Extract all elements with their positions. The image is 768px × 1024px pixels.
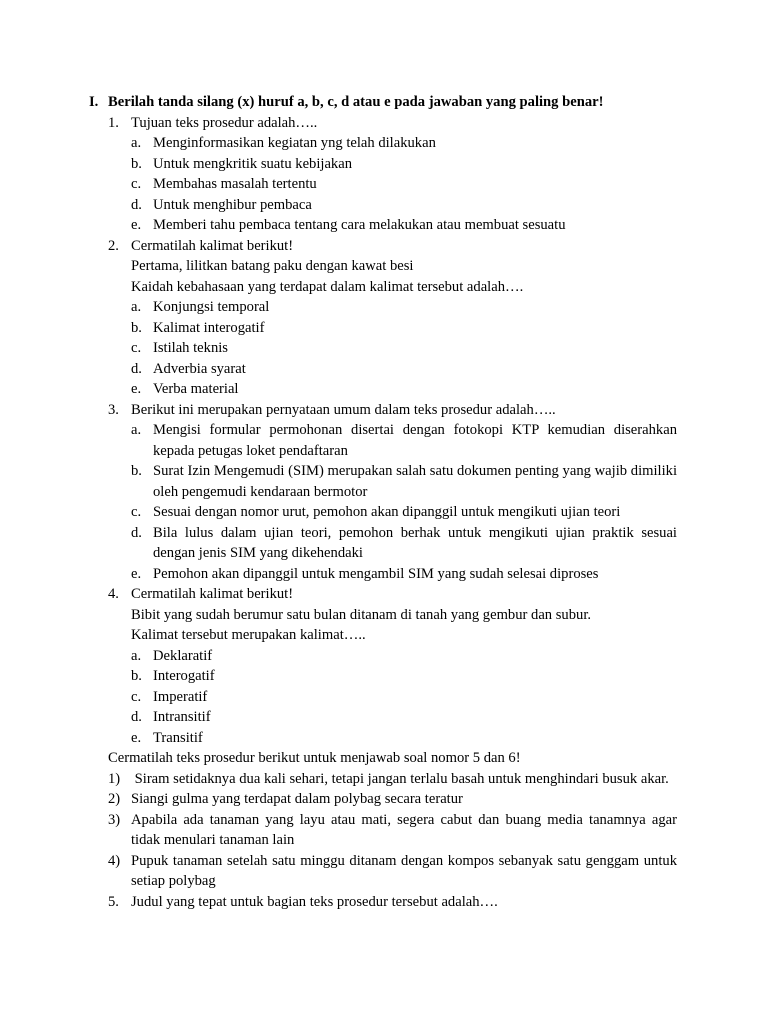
step-text: Siram setidaknya dua kali sehari, tetapi jangan terlalu basah untuk menghindari busuk akar. xyxy=(134,770,669,787)
question-3 xyxy=(0,400,768,585)
step-number: 3) xyxy=(108,811,121,828)
question-text: Cermatilah kalimat berikut! xyxy=(131,237,294,254)
option-text: Interogatif xyxy=(153,668,215,684)
option-text: Untuk menghibur pembaca xyxy=(153,196,312,213)
option-d xyxy=(0,359,768,380)
question-1 xyxy=(0,113,768,236)
option-e xyxy=(0,564,768,585)
step-text: Siangi gulma yang terdapat dalam polybag secara teratur xyxy=(131,791,463,807)
question-quote: Pertama, lilitkan batang paku dengan kawat besi xyxy=(131,258,414,274)
option-letter: c. xyxy=(131,504,142,520)
option-text: Imperatif xyxy=(153,688,208,705)
option-letter: e. xyxy=(131,565,142,582)
option-b xyxy=(0,154,768,175)
option-d xyxy=(0,195,768,216)
option-text: Transitif xyxy=(153,729,203,746)
procedure-passage xyxy=(0,748,768,892)
option-d xyxy=(0,523,768,564)
option-letter: e. xyxy=(131,381,142,397)
passage-intro: Cermatilah teks prosedur berikut untuk menjawab soal nomor 5 dan 6! xyxy=(108,750,521,766)
question-number: 3. xyxy=(108,401,119,418)
option-text: Menginformasikan kegiatan yng telah dilakukan xyxy=(153,135,436,151)
procedure-step xyxy=(0,789,768,810)
question-quote: Bibit yang sudah berumur satu bulan ditanam di tanah yang gembur dan subur. xyxy=(131,606,592,623)
option-text: Memberi tahu pembaca tentang cara melakukan atau membuat sesuatu xyxy=(153,217,566,233)
procedure-step xyxy=(0,810,768,851)
question-text: Judul yang tepat untuk bagian teks prosedur tersebut adalah…. xyxy=(131,893,498,910)
option-letter: a. xyxy=(131,135,142,151)
option-letter: e. xyxy=(131,729,142,746)
option-letter: b. xyxy=(131,463,142,479)
option-a xyxy=(0,133,768,154)
question-stem xyxy=(0,236,768,257)
question-stem xyxy=(0,584,768,605)
question-5 xyxy=(0,892,768,913)
option-letter: e. xyxy=(131,217,142,233)
procedure-step xyxy=(0,851,768,892)
option-text: Sesuai dengan nomor urut, pemohon akan dipanggil untuk mengikuti ujian teori xyxy=(153,504,621,520)
option-text: Bila lulus dalam ujian teori, pemohon berhak untuk mengikuti ujian praktik sesuai dengan jenis SIM yang dikehendaki xyxy=(153,524,677,561)
option-a xyxy=(0,297,768,318)
procedure-step xyxy=(0,769,768,790)
option-letter: d. xyxy=(131,524,142,541)
step-number: 4) xyxy=(108,852,121,869)
option-e xyxy=(0,728,768,749)
question-number: 2. xyxy=(108,237,119,254)
option-text: Pemohon akan dipanggil untuk mengambil SIM yang sudah selesai diproses xyxy=(153,565,599,582)
question-prompt: Kaidah kebahasaan yang terdapat dalam kalimat tersebut adalah…. xyxy=(131,278,524,295)
question-stem xyxy=(0,400,768,421)
question-number: 4. xyxy=(108,586,119,602)
option-letter: d. xyxy=(131,360,142,377)
section-instruction: Berilah tanda silang (x) huruf a, b, c, d atau e pada jawaban yang paling benar! xyxy=(108,94,604,110)
question-number: 1. xyxy=(108,114,119,131)
step-number: 1) xyxy=(108,770,121,787)
question-prompt: Kalimat tersebut merupakan kalimat….. xyxy=(131,627,366,643)
option-text: Intransitif xyxy=(153,709,211,725)
option-e xyxy=(0,379,768,400)
option-text: Membahas masalah tertentu xyxy=(153,176,317,192)
option-text: Untuk mengkritik suatu kebijakan xyxy=(153,155,353,172)
section-number: I. xyxy=(89,94,99,110)
question-text: Tujuan teks prosedur adalah….. xyxy=(131,114,318,131)
option-text: Verba material xyxy=(153,381,239,397)
option-text: Kalimat interogatif xyxy=(153,319,265,336)
option-letter: a. xyxy=(131,647,142,664)
option-text: Adverbia syarat xyxy=(153,360,246,377)
option-b xyxy=(0,318,768,339)
option-letter: c. xyxy=(131,688,142,705)
question-2 xyxy=(0,236,768,400)
option-letter: c. xyxy=(131,176,142,192)
option-d xyxy=(0,707,768,728)
question-text: Berikut ini merupakan pernyataan umum dalam teks prosedur adalah….. xyxy=(131,401,556,418)
question-4 xyxy=(0,584,768,748)
option-text: Istilah teknis xyxy=(153,340,228,356)
option-c xyxy=(0,502,768,523)
option-letter: b. xyxy=(131,155,142,172)
option-a xyxy=(0,646,768,667)
option-letter: a. xyxy=(131,299,142,315)
option-c xyxy=(0,174,768,195)
question-number: 5. xyxy=(108,893,119,910)
option-text: Surat Izin Mengemudi (SIM) merupakan salah satu dokumen penting yang wajib dimiliki oleh pengemudi kendaraan bermotor xyxy=(153,463,677,500)
option-letter: b. xyxy=(131,668,142,684)
option-text: Mengisi formular permohonan disertai dengan fotokopi KTP kemudian diserahkan kepada petugas loket pendaftaran xyxy=(153,422,677,459)
question-stem xyxy=(0,113,768,134)
option-letter: b. xyxy=(131,319,142,336)
option-letter: d. xyxy=(131,709,142,725)
question-text: Cermatilah kalimat berikut! xyxy=(131,586,294,602)
option-b xyxy=(0,461,768,502)
option-letter: a. xyxy=(131,422,142,438)
step-text: Pupuk tanaman setelah satu minggu ditanam dengan kompos sebanyak satu genggam untuk setiap polybag xyxy=(131,852,677,889)
section-heading xyxy=(0,92,768,113)
option-e xyxy=(0,215,768,236)
option-c xyxy=(0,338,768,359)
option-b xyxy=(0,666,768,687)
step-number: 2) xyxy=(108,791,121,807)
option-c xyxy=(0,687,768,708)
option-a xyxy=(0,420,768,461)
option-letter: d. xyxy=(131,196,142,213)
option-letter: c. xyxy=(131,340,142,356)
step-text: Apabila ada tanaman yang layu atau mati, segera cabut dan buang media tanamnya agar tidak menulari tanaman lain xyxy=(131,811,677,848)
option-text: Konjungsi temporal xyxy=(153,299,270,315)
option-text: Deklaratif xyxy=(153,647,213,664)
